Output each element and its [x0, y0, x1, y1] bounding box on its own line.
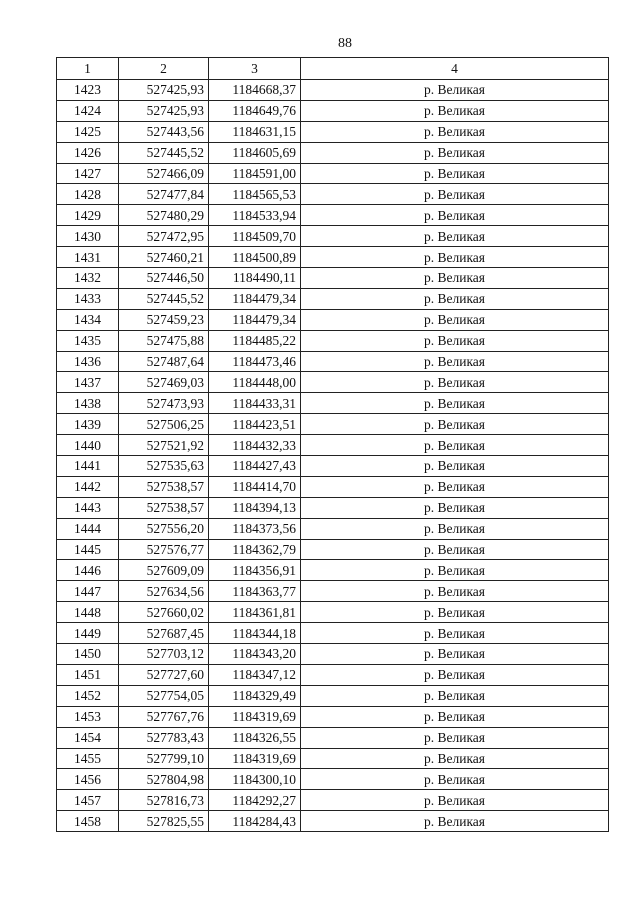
- y-coordinate-cell: 1184347,12: [209, 664, 301, 685]
- x-coordinate-cell: 527556,20: [119, 518, 209, 539]
- table-row: [57, 351, 609, 372]
- y-coordinate-cell: 1184427,43: [209, 456, 301, 477]
- point-number-cell: 1423: [57, 80, 119, 101]
- page-number: 88: [338, 36, 352, 51]
- object-name-cell: р. Великая: [301, 100, 609, 121]
- y-coordinate-cell: 1184373,56: [209, 518, 301, 539]
- table-row: [57, 247, 609, 268]
- header-col-2: 2: [119, 58, 209, 80]
- x-coordinate-cell: 527783,43: [119, 727, 209, 748]
- table-row: [57, 581, 609, 602]
- point-number-cell: 1425: [57, 121, 119, 142]
- point-number-cell: 1450: [57, 644, 119, 665]
- point-number-cell: 1434: [57, 309, 119, 330]
- point-number-cell: 1441: [57, 456, 119, 477]
- y-coordinate-cell: 1184414,70: [209, 476, 301, 497]
- y-coordinate-cell: 1184509,70: [209, 226, 301, 247]
- table-row: [57, 142, 609, 163]
- y-coordinate-cell: 1184362,79: [209, 539, 301, 560]
- object-name-cell: р. Великая: [301, 435, 609, 456]
- y-coordinate-cell: 1184319,69: [209, 748, 301, 769]
- point-number-cell: 1428: [57, 184, 119, 205]
- x-coordinate-cell: 527472,95: [119, 226, 209, 247]
- y-coordinate-cell: 1184565,53: [209, 184, 301, 205]
- y-coordinate-cell: 1184533,94: [209, 205, 301, 226]
- table-row: [57, 685, 609, 706]
- object-name-cell: р. Великая: [301, 727, 609, 748]
- y-coordinate-cell: 1184343,20: [209, 644, 301, 665]
- table-row: [57, 309, 609, 330]
- table-row: [57, 226, 609, 247]
- point-number-cell: 1438: [57, 393, 119, 414]
- x-coordinate-cell: 527446,50: [119, 268, 209, 289]
- object-name-cell: р. Великая: [301, 706, 609, 727]
- table-row: [57, 727, 609, 748]
- x-coordinate-cell: 527425,93: [119, 80, 209, 101]
- table-row: [57, 163, 609, 184]
- object-name-cell: р. Великая: [301, 602, 609, 623]
- point-number-cell: 1444: [57, 518, 119, 539]
- x-coordinate-cell: 527609,09: [119, 560, 209, 581]
- y-coordinate-cell: 1184361,81: [209, 602, 301, 623]
- object-name-cell: р. Великая: [301, 351, 609, 372]
- table-body: [57, 80, 609, 832]
- object-name-cell: р. Великая: [301, 560, 609, 581]
- point-number-cell: 1456: [57, 769, 119, 790]
- y-coordinate-cell: 1184490,11: [209, 268, 301, 289]
- object-name-cell: р. Великая: [301, 142, 609, 163]
- table-row: [57, 623, 609, 644]
- y-coordinate-cell: 1184319,69: [209, 706, 301, 727]
- object-name-cell: р. Великая: [301, 309, 609, 330]
- y-coordinate-cell: 1184356,91: [209, 560, 301, 581]
- object-name-cell: р. Великая: [301, 121, 609, 142]
- point-number-cell: 1454: [57, 727, 119, 748]
- object-name-cell: р. Великая: [301, 811, 609, 832]
- table-row: [57, 121, 609, 142]
- point-number-cell: 1442: [57, 476, 119, 497]
- y-coordinate-cell: 1184300,10: [209, 769, 301, 790]
- x-coordinate-cell: 527804,98: [119, 769, 209, 790]
- y-coordinate-cell: 1184485,22: [209, 330, 301, 351]
- point-number-cell: 1448: [57, 602, 119, 623]
- point-number-cell: 1447: [57, 581, 119, 602]
- y-coordinate-cell: 1184344,18: [209, 623, 301, 644]
- x-coordinate-cell: 527754,05: [119, 685, 209, 706]
- y-coordinate-cell: 1184363,77: [209, 581, 301, 602]
- point-number-cell: 1439: [57, 414, 119, 435]
- x-coordinate-cell: 527477,84: [119, 184, 209, 205]
- x-coordinate-cell: 527687,45: [119, 623, 209, 644]
- x-coordinate-cell: 527487,64: [119, 351, 209, 372]
- object-name-cell: р. Великая: [301, 226, 609, 247]
- x-coordinate-cell: 527521,92: [119, 435, 209, 456]
- object-name-cell: р. Великая: [301, 476, 609, 497]
- object-name-cell: р. Великая: [301, 581, 609, 602]
- y-coordinate-cell: 1184500,89: [209, 247, 301, 268]
- object-name-cell: р. Великая: [301, 748, 609, 769]
- x-coordinate-cell: 527445,52: [119, 142, 209, 163]
- table-row: [57, 184, 609, 205]
- point-number-cell: 1435: [57, 330, 119, 351]
- table-row: [57, 518, 609, 539]
- point-number-cell: 1458: [57, 811, 119, 832]
- x-coordinate-cell: 527825,55: [119, 811, 209, 832]
- y-coordinate-cell: 1184649,76: [209, 100, 301, 121]
- object-name-cell: р. Великая: [301, 456, 609, 477]
- object-name-cell: р. Великая: [301, 163, 609, 184]
- table-row: [57, 288, 609, 309]
- y-coordinate-cell: 1184479,34: [209, 309, 301, 330]
- object-name-cell: р. Великая: [301, 623, 609, 644]
- object-name-cell: р. Великая: [301, 414, 609, 435]
- table-row: [57, 330, 609, 351]
- y-coordinate-cell: 1184432,33: [209, 435, 301, 456]
- table-header: [57, 58, 609, 80]
- object-name-cell: р. Великая: [301, 497, 609, 518]
- y-coordinate-cell: 1184479,34: [209, 288, 301, 309]
- point-number-cell: 1451: [57, 664, 119, 685]
- header-col-3: 3: [209, 58, 301, 80]
- y-coordinate-cell: 1184631,15: [209, 121, 301, 142]
- y-coordinate-cell: 1184284,43: [209, 811, 301, 832]
- x-coordinate-cell: 527473,93: [119, 393, 209, 414]
- point-number-cell: 1424: [57, 100, 119, 121]
- table-row: [57, 456, 609, 477]
- point-number-cell: 1457: [57, 790, 119, 811]
- table-row: [57, 644, 609, 665]
- point-number-cell: 1445: [57, 539, 119, 560]
- table-row: [57, 664, 609, 685]
- x-coordinate-cell: 527767,76: [119, 706, 209, 727]
- x-coordinate-cell: 527425,93: [119, 100, 209, 121]
- table-row: [57, 769, 609, 790]
- point-number-cell: 1427: [57, 163, 119, 184]
- y-coordinate-cell: 1184591,00: [209, 163, 301, 184]
- x-coordinate-cell: 527535,63: [119, 456, 209, 477]
- object-name-cell: р. Великая: [301, 539, 609, 560]
- x-coordinate-cell: 527660,02: [119, 602, 209, 623]
- table-row: [57, 372, 609, 393]
- x-coordinate-cell: 527799,10: [119, 748, 209, 769]
- object-name-cell: р. Великая: [301, 288, 609, 309]
- object-name-cell: р. Великая: [301, 80, 609, 101]
- table-row: [57, 414, 609, 435]
- object-name-cell: р. Великая: [301, 664, 609, 685]
- x-coordinate-cell: 527480,29: [119, 205, 209, 226]
- x-coordinate-cell: 527538,57: [119, 497, 209, 518]
- y-coordinate-cell: 1184423,51: [209, 414, 301, 435]
- table-row: [57, 790, 609, 811]
- point-number-cell: 1432: [57, 268, 119, 289]
- y-coordinate-cell: 1184668,37: [209, 80, 301, 101]
- point-number-cell: 1429: [57, 205, 119, 226]
- y-coordinate-cell: 1184448,00: [209, 372, 301, 393]
- y-coordinate-cell: 1184433,31: [209, 393, 301, 414]
- x-coordinate-cell: 527443,56: [119, 121, 209, 142]
- header-col-1: 1: [57, 58, 119, 80]
- x-coordinate-cell: 527703,12: [119, 644, 209, 665]
- point-number-cell: 1455: [57, 748, 119, 769]
- point-number-cell: 1452: [57, 685, 119, 706]
- coordinates-table: [56, 57, 609, 832]
- table-row: [57, 80, 609, 101]
- x-coordinate-cell: 527466,09: [119, 163, 209, 184]
- y-coordinate-cell: 1184473,46: [209, 351, 301, 372]
- point-number-cell: 1443: [57, 497, 119, 518]
- y-coordinate-cell: 1184329,49: [209, 685, 301, 706]
- y-coordinate-cell: 1184605,69: [209, 142, 301, 163]
- object-name-cell: р. Великая: [301, 685, 609, 706]
- y-coordinate-cell: 1184326,55: [209, 727, 301, 748]
- point-number-cell: 1433: [57, 288, 119, 309]
- object-name-cell: р. Великая: [301, 330, 609, 351]
- table-row: [57, 393, 609, 414]
- x-coordinate-cell: 527459,23: [119, 309, 209, 330]
- x-coordinate-cell: 527816,73: [119, 790, 209, 811]
- x-coordinate-cell: 527475,88: [119, 330, 209, 351]
- object-name-cell: р. Великая: [301, 644, 609, 665]
- point-number-cell: 1426: [57, 142, 119, 163]
- table-row: [57, 497, 609, 518]
- point-number-cell: 1446: [57, 560, 119, 581]
- point-number-cell: 1431: [57, 247, 119, 268]
- object-name-cell: р. Великая: [301, 518, 609, 539]
- table-row: [57, 435, 609, 456]
- y-coordinate-cell: 1184292,27: [209, 790, 301, 811]
- table-row: [57, 706, 609, 727]
- table-row: [57, 602, 609, 623]
- point-number-cell: 1436: [57, 351, 119, 372]
- x-coordinate-cell: 527634,56: [119, 581, 209, 602]
- table-row: [57, 748, 609, 769]
- object-name-cell: р. Великая: [301, 393, 609, 414]
- object-name-cell: р. Великая: [301, 247, 609, 268]
- x-coordinate-cell: 527469,03: [119, 372, 209, 393]
- object-name-cell: р. Великая: [301, 184, 609, 205]
- object-name-cell: р. Великая: [301, 268, 609, 289]
- object-name-cell: р. Великая: [301, 372, 609, 393]
- point-number-cell: 1449: [57, 623, 119, 644]
- table-row: [57, 539, 609, 560]
- point-number-cell: 1453: [57, 706, 119, 727]
- point-number-cell: 1440: [57, 435, 119, 456]
- x-coordinate-cell: 527460,21: [119, 247, 209, 268]
- table-row: [57, 476, 609, 497]
- x-coordinate-cell: 527506,25: [119, 414, 209, 435]
- header-col-4: 4: [301, 58, 609, 80]
- table-row: [57, 100, 609, 121]
- header-row: [57, 58, 609, 80]
- x-coordinate-cell: 527445,52: [119, 288, 209, 309]
- x-coordinate-cell: 527576,77: [119, 539, 209, 560]
- object-name-cell: р. Великая: [301, 769, 609, 790]
- x-coordinate-cell: 527538,57: [119, 476, 209, 497]
- object-name-cell: р. Великая: [301, 205, 609, 226]
- table-row: [57, 205, 609, 226]
- y-coordinate-cell: 1184394,13: [209, 497, 301, 518]
- table-row: [57, 268, 609, 289]
- table-row: [57, 560, 609, 581]
- x-coordinate-cell: 527727,60: [119, 664, 209, 685]
- table-row: [57, 811, 609, 832]
- point-number-cell: 1437: [57, 372, 119, 393]
- point-number-cell: 1430: [57, 226, 119, 247]
- object-name-cell: р. Великая: [301, 790, 609, 811]
